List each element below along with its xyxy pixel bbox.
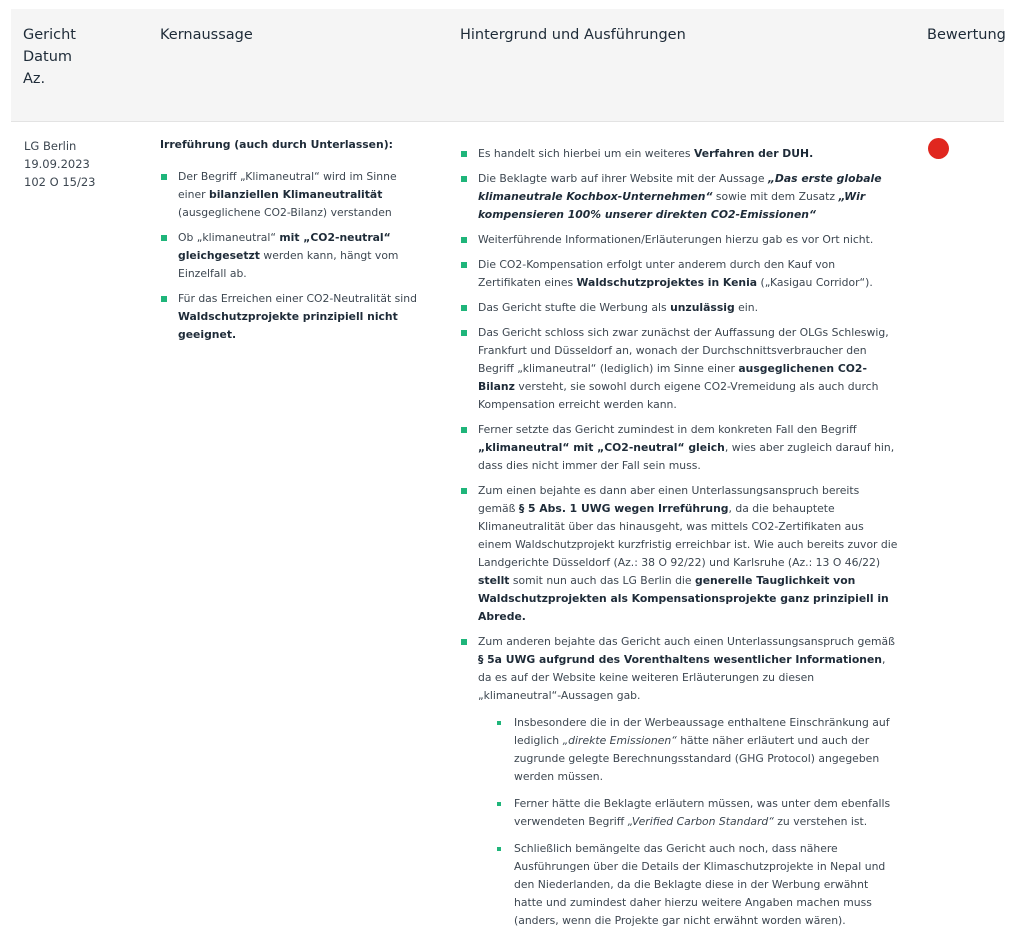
list-item: Ferner hätte die Beklagte erläutern müssen, was unter dem ebenfalls verwendeten Begriff „Verified Carbon Standard“ zu verstehen ist. [496,795,900,831]
core-list [160,168,422,344]
list-item: Das Gericht schloss sich zwar zunächst der Auffassung der OLGs Schleswig, Frankfurt und Düsseldorf an, wonach der Durchschnittsverbraucher den Begriff „klimaneutral“ (lediglich) im Sinne einer ausgeglichenen CO2-Bilanz versteht, sie sowohl durch eigene CO2-Vremeidung als auch durch Kompensation erreicht werden kann. [460,324,900,414]
court-name: LG Berlin [24,139,77,153]
list-item: Für das Erreichen einer CO2-Neutralität sind Waldschutzprojekte prinzipiell nicht geeignet. [160,290,422,344]
list-item: Schließlich bemängelte das Gericht auch noch, dass nähere Ausführungen über die Details der Klimaschutzprojekte in Nepal und den Niederlanden, da die Beklagte diese in der Werbung erwähnt hatte und zumindest daher hierzu weitere Angaben machen muss (anders, wenn die Projekte gar nicht erwähnt worden wären). [496,840,900,930]
table-header [11,9,1004,122]
core-statement [160,136,422,351]
list-item: Ferner setzte das Gericht zumindest in dem konkreten Fall den Begriff „klimaneutral“ mit „CO2-neutral“ gleich, wies aber zugleich darauf hin, dass dies nicht immer der Fall sein muss. [460,421,900,475]
list-item: Zum anderen bejahte das Gericht auch einen Unterlassungsanspruch gemäß § 5a UWG aufgrund des Vorenthaltens wesentlicher Informationen, da es auf der Website keine weiteren Erläuterungen zu diesen „klimaneutral“-Aussagen gab. Insbesondere die in der Werbeaussage enthaltene Einschränkung auf lediglich „direkte Emissionen“ hätte näher erläutert und auch der zugrunde gelegte Berechnungsstandard (GHG Protocol) angegeben werden müssen. Ferner hätte die Beklagte erläutern müssen, was unter dem ebenfalls verwendeten Begriff „Verified Carbon Standard“ zu verstehen ist. Schließlich bemängelte das Gericht auch noch, dass nähere Ausführungen über die Details der Klimaschutzprojekte in Nepal und den Niederlanden, da die Beklagte diese in der Werbung erwähnt hatte und zumindest daher hierzu weitere Angaben machen muss (anders, wenn die Projekte gar nicht erwähnt worden wären). [460,633,900,930]
table-row [11,122,1004,927]
sub-list [478,714,900,930]
list-item: Der Begriff „Klimaneutral“ wird im Sinne einer bilanziellen Klimaneutralität (ausgeglichene CO2-Bilanz) verstanden [160,168,422,222]
header-rating: Bewertung [927,27,1006,43]
list-item: Insbesondere die in der Werbeaussage enthaltene Einschränkung auf lediglich „direkte Emissionen“ hätte näher erläutert und auch der zugrunde gelegte Berechnungsstandard (GHG Protocol) angegeben werden müssen. [496,714,900,786]
list-item: Ob „klimaneutral“ mit „CO2-neutral“ gleichgesetzt werden kann, hängt vom Einzelfall ab. [160,229,422,283]
decision-date: 19.09.2023 [24,157,90,171]
header-core-statement: Kernaussage [160,27,253,43]
list-item: Weiterführende Informationen/Erläuterungen hierzu gab es vor Ort nicht. [460,231,900,249]
rating-indicator [928,138,949,159]
header-background: Hintergrund und Ausführungen [460,27,686,43]
list-item: Die Beklagte warb auf ihrer Website mit der Aussage „Das erste globale klimaneutrale Kochbox-Unternehmen“ sowie mit dem Zusatz „Wir kompensieren 100% unserer direkten CO2-Emissionen“ [460,170,900,224]
list-item: Das Gericht stufte die Werbung als unzulässig ein. [460,299,900,317]
case-meta [24,137,95,191]
list-item: Es handelt sich hierbei um ein weiteres Verfahren der DUH. [460,145,900,163]
background-details [460,145,900,939]
list-item: Zum einen bejahte es dann aber einen Unterlassungsanspruch bereits gemäß § 5 Abs. 1 UWG wegen Irreführung, da die behauptete Klimaneutralität über das hinausgeht, was mittels CO2-Zertifikaten aus einem Waldschutzprojekt kurzfristig erreichbar ist. Wie auch bereits zuvor die Landgerichte Düsseldorf (Az.: 38 O 92/22) und Karlsruhe (Az.: 13 O 46/22) stellt somit nun auch das LG Berlin die generelle Tauglichkeit von Waldschutzprojekten als Kompensationsprojekte ganz prinzipiell in Abrede. [460,482,900,626]
background-list [460,145,900,930]
case-number: 102 O 15/23 [24,175,96,189]
core-lead: Irreführung (auch durch Unterlassen): [160,138,393,151]
list-item: Die CO2-Kompensation erfolgt unter anderem durch den Kauf von Zertifikaten eines Waldschutzprojektes in Kenia („Kasigau Corridor“). [460,256,900,292]
header-court-date-az: Gericht Datum Az. [23,27,76,87]
